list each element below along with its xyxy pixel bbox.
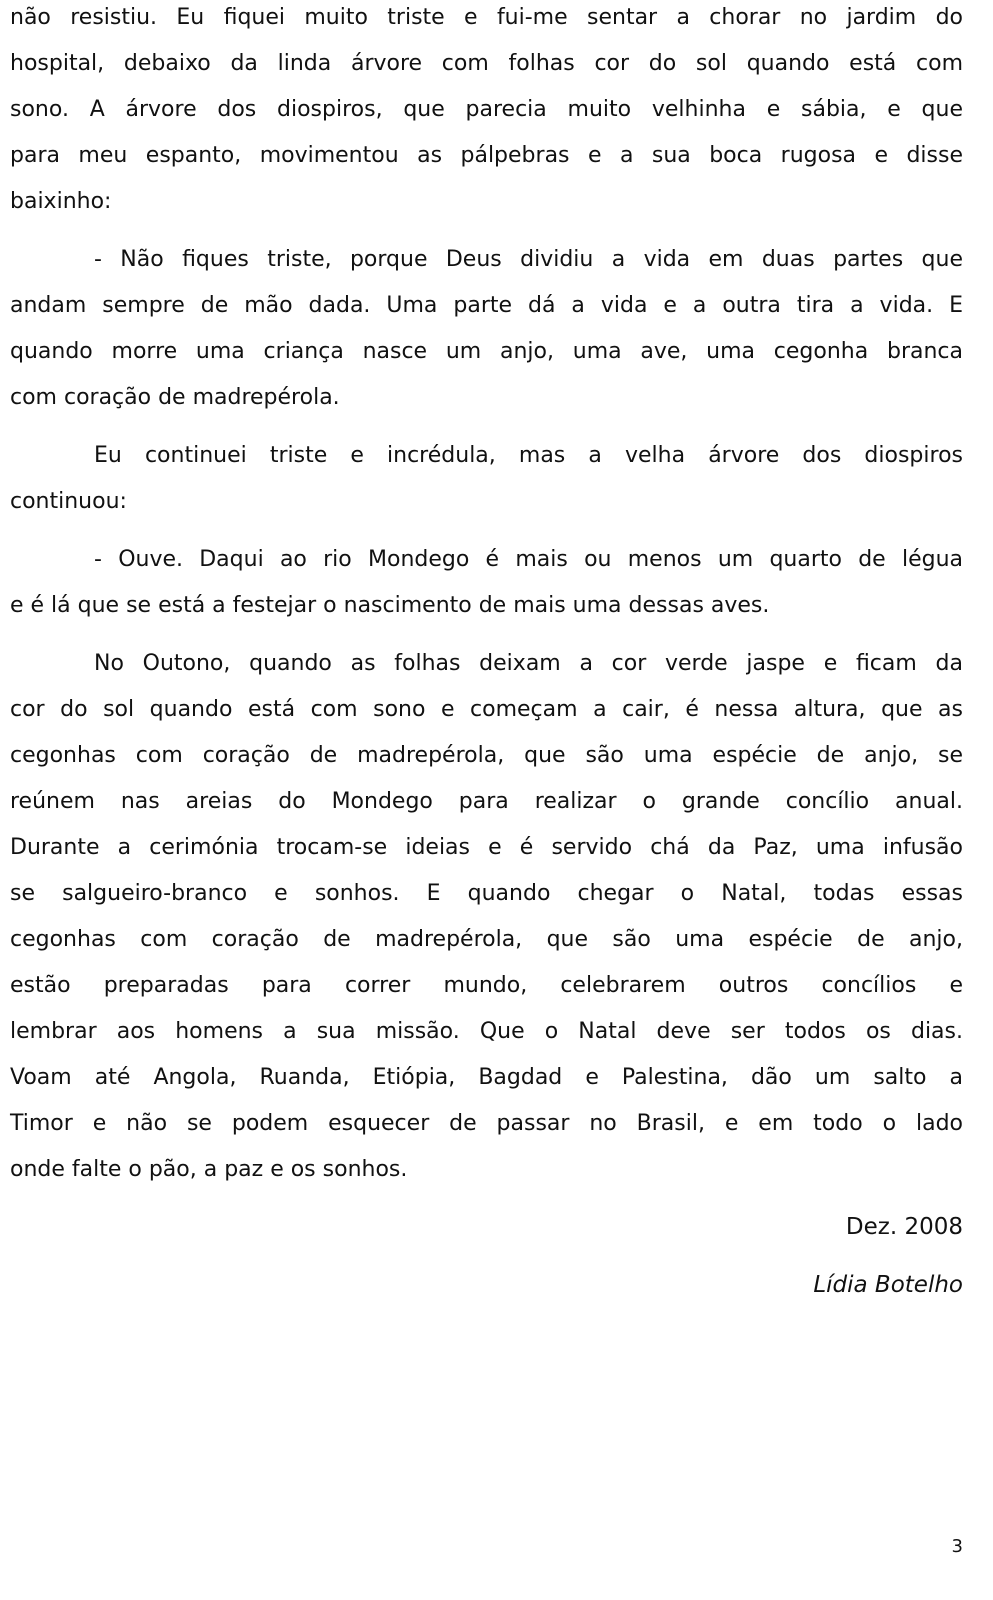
text-line: No Outono, quando as folhas deixam a cor verde jaspe e ficam da xyxy=(94,651,963,676)
text-line: estão preparadas para correr mundo, celebrarem outros concílios e xyxy=(10,973,963,998)
text-line: lembrar aos homens a sua missão. Que o Natal deve ser todos os dias. xyxy=(10,1019,963,1044)
text-line: hospital, debaixo da linda árvore com folhas cor do sol quando está com xyxy=(10,51,963,76)
author-signature: Lídia Botelho xyxy=(813,1272,963,1298)
text-line: cegonhas com coração de madrepérola, que são uma espécie de anjo, se xyxy=(10,743,963,768)
text-line: continuou: xyxy=(10,489,127,514)
text-line: sono. A árvore dos diospiros, que parecia muito velhinha e sábia, e que xyxy=(10,97,963,122)
paragraph xyxy=(10,0,963,230)
text-line: Durante a cerimónia trocam-se ideias e é servido chá da Paz, uma infusão xyxy=(10,835,963,860)
text-line: Voam até Angola, Ruanda, Etiópia, Bagdad e Palestina, dão um salto a xyxy=(10,1065,963,1090)
text-line: e é lá que se está a festejar o nascimento de mais uma dessas aves. xyxy=(10,593,770,618)
text-line: reúnem nas areias do Mondego para realizar o grande concílio anual. xyxy=(10,789,963,814)
text-line: onde falte o pão, a paz e os sonhos. xyxy=(10,1157,408,1182)
text-line: não resistiu. Eu fiquei muito triste e fui-me sentar a chorar no jardim do xyxy=(10,5,963,30)
text-line: - Ouve. Daqui ao rio Mondego é mais ou menos um quarto de légua xyxy=(94,547,963,572)
text-line: - Não fiques triste, porque Deus dividiu a vida em duas partes que xyxy=(94,247,963,272)
text-line: Eu continuei triste e incrédula, mas a velha árvore dos diospiros xyxy=(94,443,963,468)
paragraph xyxy=(10,242,963,426)
paragraph xyxy=(10,438,963,530)
text-line: se salgueiro-branco e sonhos. E quando chegar o Natal, todas essas xyxy=(10,881,963,906)
text-line: cor do sol quando está com sono e começam a cair, é nessa altura, que as xyxy=(10,697,963,722)
paragraph xyxy=(10,646,963,1198)
document-body xyxy=(10,0,963,1210)
text-line: cegonhas com coração de madrepérola, que são uma espécie de anjo, xyxy=(10,927,963,952)
page-number: 3 xyxy=(951,1536,963,1557)
text-line: Timor e não se podem esquecer de passar no Brasil, e em todo o lado xyxy=(10,1111,963,1136)
text-line: baixinho: xyxy=(10,189,112,214)
text-line: com coração de madrepérola. xyxy=(10,385,340,410)
paragraph xyxy=(10,542,963,634)
text-line: para meu espanto, movimentou as pálpebras e a sua boca rugosa e disse xyxy=(10,143,963,168)
text-line: quando morre uma criança nasce um anjo, uma ave, uma cegonha branca xyxy=(10,339,963,364)
date: Dez. 2008 xyxy=(845,1214,963,1240)
text-line: andam sempre de mão dada. Uma parte dá a vida e a outra tira a vida. E xyxy=(10,293,963,318)
